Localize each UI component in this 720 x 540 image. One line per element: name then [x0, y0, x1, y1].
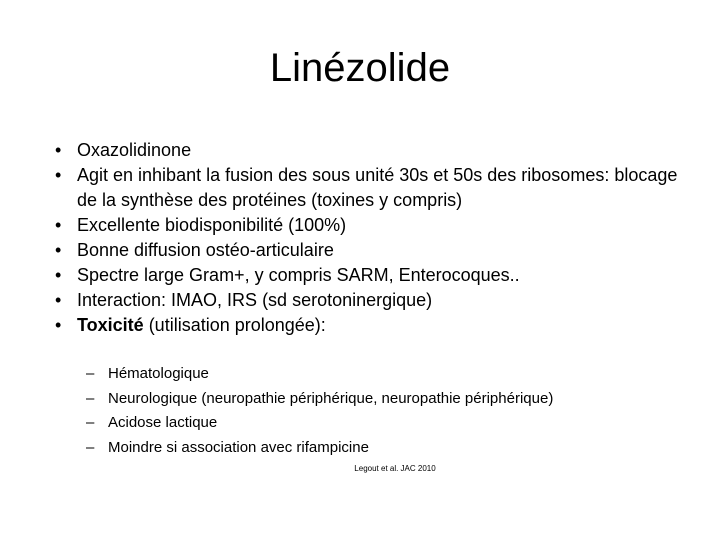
bullet-marker: •	[55, 290, 62, 310]
sub-item	[0, 411, 720, 436]
bullet-item	[0, 263, 697, 288]
bullet-marker: •	[55, 140, 62, 160]
bullet-item	[0, 163, 697, 213]
bullet-item	[0, 213, 697, 238]
dash-marker: –	[86, 389, 95, 407]
bullet-text: Agit en inhibant la fusion des sous unité 30s et 50s des ribosomes: blocage de la synthèse des protéines (toxines y compris)	[77, 165, 678, 210]
dash-marker: –	[86, 365, 95, 382]
bullet-text: Spectre large Gram+, y compris SARM, Enterocoques..	[77, 265, 520, 285]
bullet-marker: •	[55, 215, 62, 235]
bullet-item	[0, 138, 697, 163]
citation: Legout et al. JAC 2010	[354, 464, 436, 473]
bullet-text: Oxazolidinone	[77, 140, 192, 160]
toxicity-detail: (utilisation prolongée):	[143, 315, 326, 335]
bullet-item	[0, 238, 697, 263]
bullet-item-toxicity	[0, 313, 697, 338]
bullet-text: Bonne diffusion ostéo-articulaire	[77, 240, 334, 260]
sub-item-text: Acidose lactique	[108, 414, 218, 431]
bullet-marker: •	[55, 240, 62, 260]
sub-bullet-list	[0, 362, 720, 460]
bullet-text: Excellente biodisponibilité (100%)	[77, 215, 347, 235]
sub-item-text: Moindre si association avec rifampicine	[108, 438, 369, 456]
bullet-marker: •	[55, 165, 62, 185]
bullet-marker: •	[55, 315, 62, 335]
sub-item-text: Neurologique (neuropathie périphérique, neuropathie périphérique)	[108, 389, 554, 407]
sub-item	[0, 436, 720, 461]
slide-title: Linézolide	[269, 46, 451, 90]
sub-item	[0, 387, 720, 412]
dash-marker: –	[86, 438, 95, 456]
sub-item	[0, 362, 720, 387]
sub-item-text: Hématologique	[108, 365, 209, 382]
bullet-text: Interaction: IMAO, IRS (sd serotoninergique)	[77, 290, 433, 310]
toxicity-label: Toxicité	[77, 315, 144, 335]
dash-marker: –	[86, 414, 95, 431]
bullet-marker: •	[55, 265, 62, 285]
bullet-item	[0, 288, 697, 313]
bullet-list	[0, 138, 720, 338]
